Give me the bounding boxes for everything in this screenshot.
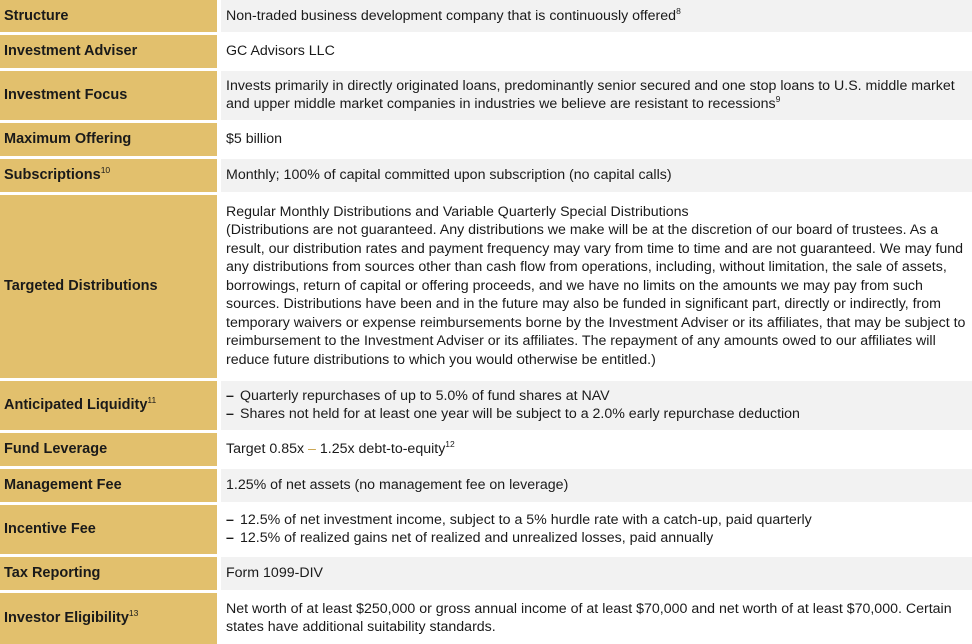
value-management-fee: 1.25% of net assets (no management fee on leverage) — [219, 467, 972, 503]
value-targeted-distributions — [219, 193, 972, 379]
liquidity-list — [226, 387, 968, 424]
list-item: – 12.5% of realized gains net of realized and unrealized losses, paid annually — [226, 530, 714, 546]
row-subscriptions — [0, 157, 972, 193]
list-item: – Shares not held for at least one year will be subject to a 2.0% early repurchase deduction — [226, 406, 800, 422]
row-management-fee — [0, 467, 972, 503]
value-investment-focus: Invests primarily in directly originated loans, predominantly senior secured and one stop loans to U.S. middle market and upper middle market companies in industries we believe are resistant to recessions$^9$ — [219, 69, 972, 121]
value-incentive-fee — [219, 503, 972, 555]
distributions-title: Regular Monthly Distributions and Variable Quarterly Special Distributions — [226, 203, 689, 220]
footnote-ref[interactable]: 12 — [445, 438, 455, 449]
row-tax-reporting — [0, 555, 972, 591]
incentive-fee-list — [226, 511, 968, 548]
value-structure: Non-traded business development company that is continuously offered$^8$ — [219, 0, 972, 33]
dash-bullet-icon: – — [226, 387, 234, 404]
label-investment-focus: Investment Focus — [0, 69, 219, 121]
row-structure — [0, 0, 972, 33]
label-anticipated-liquidity: Anticipated Liquidity$^{11}$ — [0, 379, 219, 431]
row-maximum-offering — [0, 121, 972, 157]
row-incentive-fee — [0, 503, 972, 555]
value-maximum-offering: $5 billion — [219, 121, 972, 157]
dash-bullet-icon: – — [226, 511, 234, 528]
label-maximum-offering: Maximum Offering — [0, 121, 219, 157]
range-dash: – — [308, 440, 316, 457]
dash-bullet-icon: – — [226, 406, 234, 422]
value-investor-eligibility: Net worth of at least $250,000 or gross annual income of at least $70,000 and net worth of at least $70,000. Certain states have additional suitability standards. — [219, 591, 972, 644]
row-investor-eligibility — [0, 591, 972, 644]
label-fund-leverage: Fund Leverage — [0, 431, 219, 467]
row-investment-adviser — [0, 33, 972, 69]
value-investment-adviser: GC Advisors LLC — [219, 33, 972, 69]
value-fund-leverage: Target 0.85x – 1.25x debt-to-equity$^{12}$ — [219, 431, 972, 467]
label-incentive-fee: Incentive Fee — [0, 503, 219, 555]
distributions-disclaimer: (Distributions are not guaranteed. Any distributions we make will be at the discretion of our board of trustees. As a result, our distribution rates and payment frequency may vary from time to time and are not guaranteed. We may fund any distributions from sources other than cash flow from operations, including, without limitation, the sale of assets, borrowings, return of capital or offering proceeds, and we have no limits on the amounts we may pay from such sources. Distributions have been and in the future may also be funded in significant part, directly or indirectly, from temporary waivers or expense reimbursements borne by the Investment Adviser or its affiliates, that may be subject to reimbursement to the Investment Adviser or its affiliates. The repayment of any amounts owed to our affiliates will reduce future distributions to which you would otherwise be entitled.) — [226, 222, 966, 368]
label-structure: Structure — [0, 0, 219, 33]
footnote-ref[interactable]: 11 — [147, 395, 157, 405]
row-fund-leverage — [0, 431, 972, 467]
footnote-ref[interactable]: 10 — [100, 165, 111, 175]
footnote-ref[interactable]: 13 — [128, 608, 139, 619]
list-item: – Quarterly repurchases of up to 5.0% of fund shares at NAV — [226, 387, 610, 404]
label-targeted-distributions: Targeted Distributions — [0, 193, 219, 379]
label-management-fee: Management Fee — [0, 467, 219, 503]
footnote-ref[interactable]: 9 — [775, 94, 781, 104]
dash-bullet-icon: – — [226, 530, 234, 546]
label-subscriptions: Subscriptions$^{10}$ — [0, 157, 219, 193]
value-anticipated-liquidity — [219, 379, 972, 431]
label-tax-reporting: Tax Reporting — [0, 555, 219, 591]
footnote-ref[interactable]: 8 — [676, 5, 681, 16]
value-tax-reporting: Form 1099-DIV — [219, 555, 972, 591]
value-subscriptions: Monthly; 100% of capital committed upon subscription (no capital calls) — [219, 157, 972, 193]
label-investment-adviser: Investment Adviser — [0, 33, 219, 69]
row-investment-focus — [0, 69, 972, 121]
list-item: – 12.5% of net investment income, subject to a 5% hurdle rate with a catch-up, paid quarterly — [226, 511, 812, 528]
label-investor-eligibility: Investor Eligibility$^{13}$ — [0, 591, 219, 644]
row-anticipated-liquidity — [0, 379, 972, 431]
row-targeted-distributions — [0, 193, 972, 379]
